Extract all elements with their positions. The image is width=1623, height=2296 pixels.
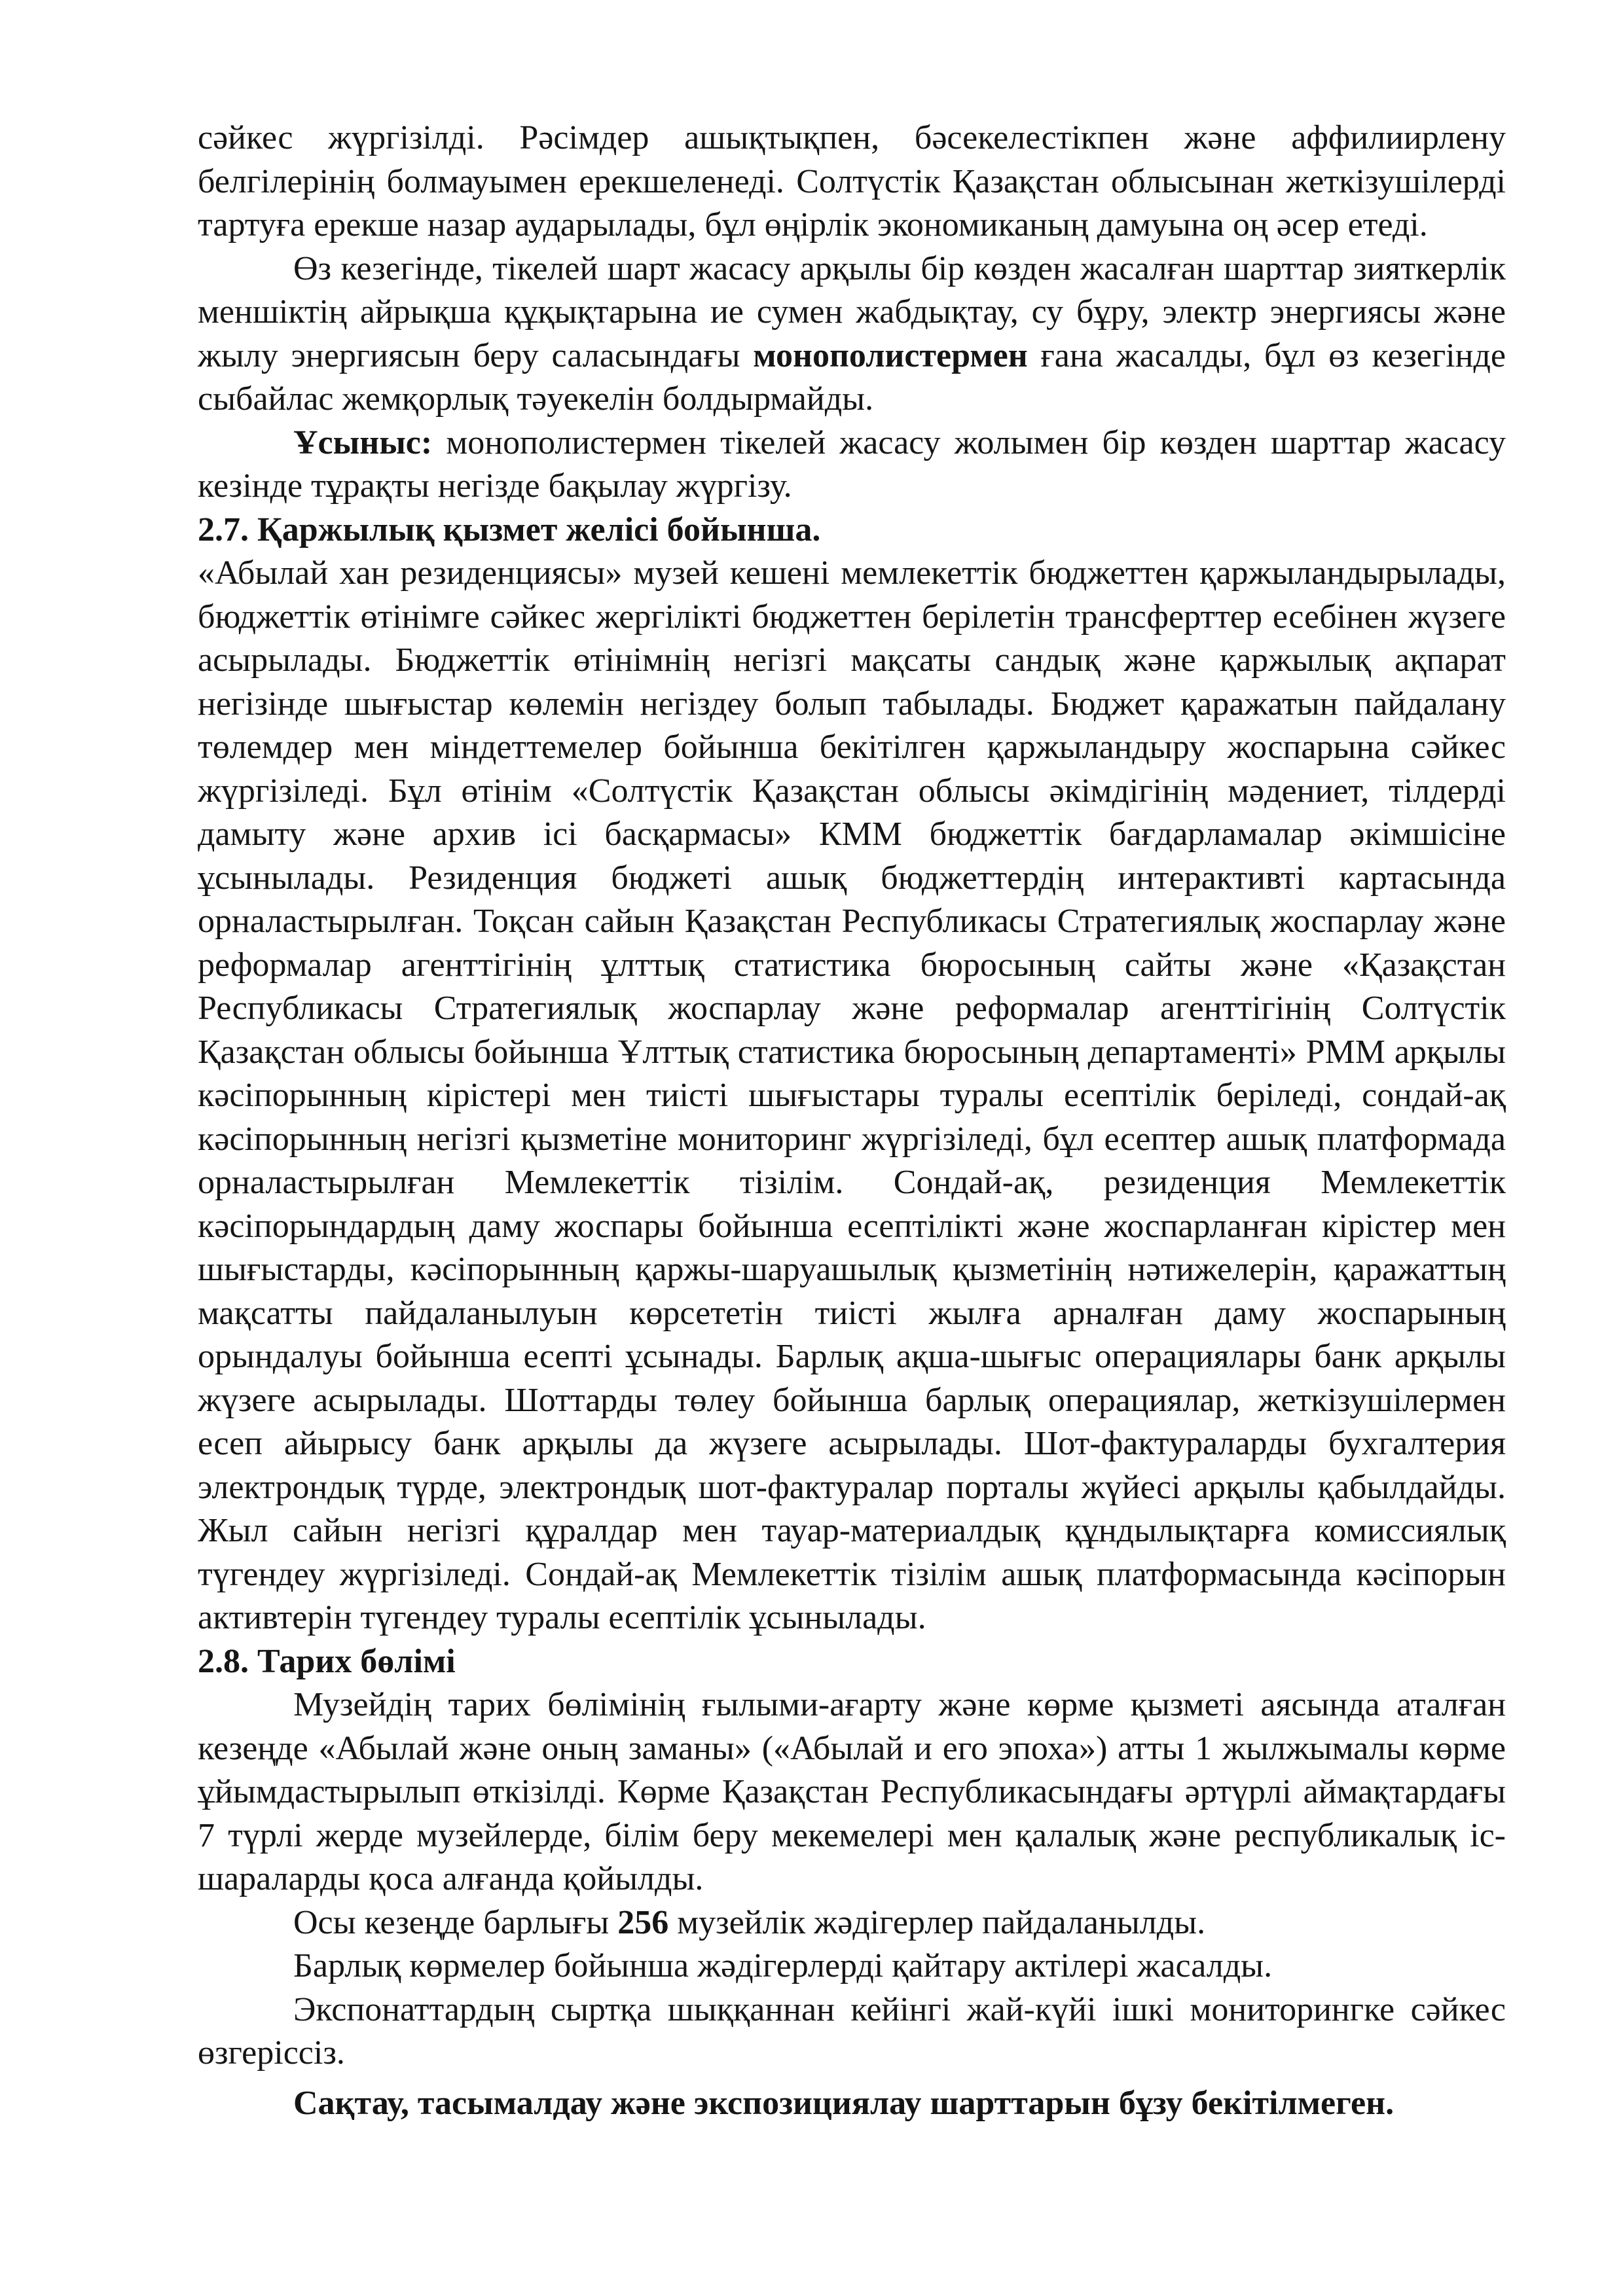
text-segment: музейлік жәдігерлер пайдаланылды.	[668, 1903, 1206, 1941]
text-segment: ғана жасалды, бұл өз кезегінде сыбайлас жемқорлық тәуекелін болдырмайды.	[198, 336, 1506, 418]
paragraph-financial-activity: «Абылай хан резиденциясы» музей кешені мемлекеттік бюджеттен қаржыландырылады, бюджеттік өтінімге сәйкес жергілікті бюджеттен берілетін трансферттер есебінен жүзеге асырылады. Бюджеттік өтінімнің негізгі мақсаты сандық және қаржылық ақпарат негізінде шығыстар көлемін негіздеу болып табылады. Бюджет қаражатын пайдалану төлемдер мен міндеттемелер бойынша бекітілген қаржыландыру жоспарына сәйкес жүргізіледі. Бұл өтінім «Солтүстік Қазақстан облысы әкімдігінің мәдениет, тілдерді дамыту және архив ісі басқармасы» КММ бюджеттік бағдарламалар әкімшісіне ұсынылады. Резиденция бюджеті ашық бюджеттердің интерактивті картасында орналастырылған. Тоқсан сайын Қазақстан Республикасы Стратегиялық жоспарлау және реформалар агенттігінің ұлттық статистика бюросының сайты және «Қазақстан Республикасы Стратегиялық жоспарлау және реформалар агенттігінің Солтүстік Қазақстан облысы бойынша Ұлттық статистика бюросының департаменті» РММ арқылы кәсіпорынның кірістері мен тиісті шығыстары туралы есептілік беріледі, сондай-ақ кәсіпорынның негізгі қызметіне мониторинг жүргізіледі, бұл есептер ашық платформада орналастырылған Мемлекеттік тізілім. Сондай-ақ, резиденция Мемлекеттік кәсіпорындардың даму жоспары бойынша есептілікті және жоспарланған кірістер мен шығыстарды, кәсіпорынның қаржы-шаруашылық қызметінің нәтижелерін, қаражаттың мақсатты пайдаланылуын көрсететін тиісті жылға арналған даму жоспарының орындалуы бойынша есепті ұсынады. Барлық ақша-шығыс операциялары банк арқылы жүзеге асырылады. Шоттарды төлеу бойынша барлық операциялар, жеткізушілермен есеп айырысу банк арқылы да жүзеге асырылады. Шот-фактураларды бухгалтерия электрондық түрде, электрондық шот-фактуралар порталы жүйесі арқылы қабылдайды. Жыл сайын негізгі құралдар мен тауар-материалдық құндылықтарға комиссиялық түгендеу жүргізіледі. Сондай-ақ Мемлекеттік тізілім ашық платформасында кәсіпорын активтерін түгендеу туралы есептілік ұсынылады.	[198, 554, 1506, 1636]
text-segment: Осы кезеңде барлығы	[293, 1903, 618, 1941]
paragraph-single-source-contracts	[198, 247, 1506, 422]
paragraph-procurement-continuation: сәйкес жүргізілді. Рәсімдер ашықтықпен, бәсекелестікпен және аффилиирлену белгілерінің болмауымен ерекшеленеді. Солтүстік Қазақстан облысынан жеткізушілерді тартуға ерекше назар аударылады, бұл өңірлік экономиканың дамуына оң әсер етеді.	[198, 119, 1506, 243]
document-body	[198, 117, 1506, 2125]
paragraph-exhibition: Музейдің тарих бөлімінің ғылыми-ағарту және көрме қызметі аясында аталған кезеңде «Абылай және оның заманы» («Абылай и его эпоха») атты 1 жылжымалы көрме ұйымдастырылып өткізілді. Көрме Қазақстан Республикасындағы әртүрлі аймақтардағы 7 түрлі жерде музейлерде, білім беру мекемелері мен қалалық және республикалық іс-шараларды қоса алғанда қойылды.	[198, 1686, 1506, 1897]
section-heading-2-8: 2.8. Тарих бөлімі	[198, 1642, 456, 1680]
section-heading-2-7: 2.7. Қаржылық қызмет желісі бойынша.	[198, 511, 821, 548]
recommendation-label: Ұсыныс:	[293, 423, 433, 461]
paragraph-artifacts-count	[198, 1901, 1506, 1945]
paragraph-recommendation	[198, 422, 1506, 509]
text-segment: Өз кезегінде, тікелей шарт жасасу арқылы бір көзден жасалған шарттар зияткерлік меншіктің айрықша құқықтарына ие сумен жабдықтау, су бұру, электр энергиясы және жылу энергиясын беру саласындағы	[198, 249, 1506, 374]
bold-term-monopolists: монополистермен	[753, 336, 1028, 374]
paragraph-exhibit-condition: Экспонаттардың сыртқа шыққаннан кейінгі жай-күйі ішкі мониторингке сәйкес өзгеріссіз.	[198, 1990, 1506, 2072]
bold-number-256: 256	[617, 1903, 669, 1941]
paragraph-return-acts: Барлық көрмелер бойынша жәдігерлерді қайтару актілері жасалды.	[293, 1947, 1273, 1984]
recommendation-text: монополистермен тікелей жасасу жолымен бір көзден шарттар жасасу кезінде тұрақты негізде бақылау жүргізу.	[198, 423, 1506, 505]
closing-statement: Сақтау, тасымалдау және экспозициялау шарттарын бұзу бекітілмеген.	[293, 2084, 1395, 2122]
